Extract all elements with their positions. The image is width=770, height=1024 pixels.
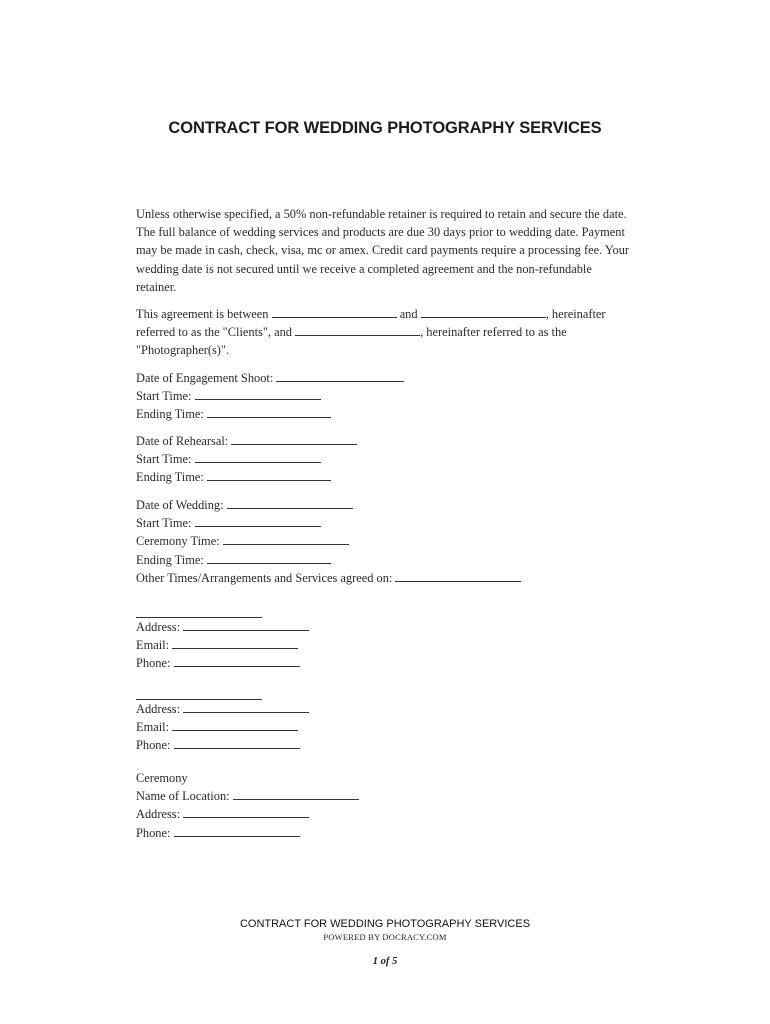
engagement-start-row bbox=[136, 387, 656, 405]
field-label: Email: bbox=[136, 720, 170, 735]
contact-2-email-field[interactable] bbox=[172, 719, 298, 731]
field-label: Other Times/Arrangements and Services agreed on: bbox=[136, 570, 393, 585]
field-label: Phone: bbox=[136, 825, 171, 840]
engagement-date-field[interactable] bbox=[276, 370, 404, 382]
field-label: Date of Engagement Shoot: bbox=[136, 371, 274, 385]
intro-line: Unless otherwise specified, a 50% non-refundable retainer is required to retain and secure the date. bbox=[136, 207, 627, 221]
agreement-text: and bbox=[399, 307, 418, 321]
rehearsal-start-row bbox=[136, 450, 656, 468]
intro-line: The full balance of wedding services and products are due 30 days prior to wedding date. Payment bbox=[136, 225, 625, 240]
contact-1-address-row bbox=[136, 618, 656, 636]
ceremony-address-field[interactable] bbox=[183, 806, 309, 818]
intro-line: retainer. bbox=[136, 279, 177, 294]
rehearsal-end-field[interactable] bbox=[207, 469, 331, 481]
engagement-section bbox=[136, 369, 656, 424]
rehearsal-date-field[interactable] bbox=[231, 433, 357, 445]
agreement-line-2 bbox=[136, 323, 656, 341]
ceremony-location-field[interactable] bbox=[233, 788, 359, 800]
field-label: Phone: bbox=[136, 738, 171, 753]
field-label: Start Time: bbox=[136, 389, 192, 404]
ceremony-section bbox=[136, 769, 656, 842]
contact-2-address-field[interactable] bbox=[183, 701, 309, 713]
contact-2-phone-field[interactable] bbox=[174, 737, 300, 749]
wedding-start-row bbox=[136, 514, 656, 532]
agreement-text: This agreement is between bbox=[136, 307, 269, 321]
wedding-section bbox=[136, 496, 656, 587]
field-label: Address: bbox=[136, 702, 181, 716]
ceremony-location-row bbox=[136, 787, 656, 805]
intro-line: wedding date is not secured until we receive a completed agreement and the non-refundable bbox=[136, 261, 592, 276]
field-label: Ending Time: bbox=[136, 407, 204, 422]
wedding-end-field[interactable] bbox=[207, 552, 331, 564]
contact-2-address-row bbox=[136, 700, 656, 718]
field-label: Date of Wedding: bbox=[136, 498, 224, 512]
field-label: Ceremony Time: bbox=[136, 534, 220, 549]
agreement-text: referred to as the "Clients", and bbox=[136, 325, 292, 340]
agreement-text: "Photographer(s)". bbox=[136, 343, 230, 358]
contact-1-address-field[interactable] bbox=[183, 619, 309, 631]
ceremony-heading: Ceremony bbox=[136, 771, 188, 785]
ceremony-time-row bbox=[136, 532, 656, 550]
field-label: Start Time: bbox=[136, 516, 192, 531]
engagement-date-row bbox=[136, 369, 656, 387]
rehearsal-start-field[interactable] bbox=[195, 451, 321, 463]
contact-2-phone-row bbox=[136, 736, 656, 754]
contact-1-email-row bbox=[136, 636, 656, 654]
agreement-text: , hereinafter referred to as the bbox=[420, 325, 567, 340]
field-label: Address: bbox=[136, 807, 181, 822]
client-name-1-field[interactable] bbox=[272, 306, 397, 318]
field-label: Ending Time: bbox=[136, 552, 204, 567]
contact-1-phone-field[interactable] bbox=[174, 655, 300, 667]
wedding-start-field[interactable] bbox=[195, 515, 321, 527]
contact-1-name-field[interactable] bbox=[136, 605, 262, 618]
contact-1-email-field[interactable] bbox=[172, 637, 298, 649]
contact-1-section bbox=[136, 605, 656, 673]
field-label: Start Time: bbox=[136, 452, 192, 467]
engagement-end-field[interactable] bbox=[207, 406, 331, 418]
other-arrangements-row bbox=[136, 569, 656, 587]
engagement-start-field[interactable] bbox=[195, 388, 321, 400]
rehearsal-end-row bbox=[136, 468, 656, 486]
wedding-date-field[interactable] bbox=[227, 497, 353, 509]
footer-powered-by: POWERED BY DOCRACY.COM bbox=[323, 932, 447, 942]
rehearsal-section bbox=[136, 432, 656, 487]
page-title: CONTRACT FOR WEDDING PHOTOGRAPHY SERVICES bbox=[168, 119, 602, 137]
ceremony-phone-row bbox=[136, 824, 656, 842]
rehearsal-date-row bbox=[136, 432, 656, 450]
ceremony-address-row bbox=[136, 805, 656, 823]
other-arrangements-field[interactable] bbox=[395, 570, 521, 582]
intro-paragraph bbox=[136, 205, 656, 296]
field-label: Ending Time: bbox=[136, 470, 204, 485]
field-label: Address: bbox=[136, 620, 181, 634]
client-name-2-field[interactable] bbox=[421, 306, 546, 318]
contact-1-phone-row bbox=[136, 654, 656, 672]
contact-2-email-row bbox=[136, 718, 656, 736]
wedding-date-row bbox=[136, 496, 656, 514]
field-label: Email: bbox=[136, 638, 170, 653]
wedding-end-row bbox=[136, 551, 656, 569]
field-label: Name of Location: bbox=[136, 789, 230, 804]
agreement-text: , hereinafter bbox=[545, 307, 606, 321]
footer-title: CONTRACT FOR WEDDING PHOTOGRAPHY SERVICES bbox=[239, 918, 531, 930]
ceremony-time-field[interactable] bbox=[223, 533, 349, 545]
ceremony-phone-field[interactable] bbox=[174, 825, 300, 837]
agreement-paragraph bbox=[136, 305, 656, 360]
field-label: Date of Rehearsal: bbox=[136, 434, 229, 448]
contact-2-name-field[interactable] bbox=[136, 687, 262, 700]
agreement-line-1 bbox=[136, 305, 656, 323]
field-label: Phone: bbox=[136, 656, 171, 671]
photographer-name-field[interactable] bbox=[295, 324, 420, 336]
contact-2-section bbox=[136, 687, 656, 755]
engagement-end-row bbox=[136, 405, 656, 423]
page-number: 1 of 5 bbox=[372, 956, 398, 967]
intro-line: may be made in cash, check, visa, mc or amex. Credit card payments require a processing fee. Your bbox=[136, 243, 630, 258]
